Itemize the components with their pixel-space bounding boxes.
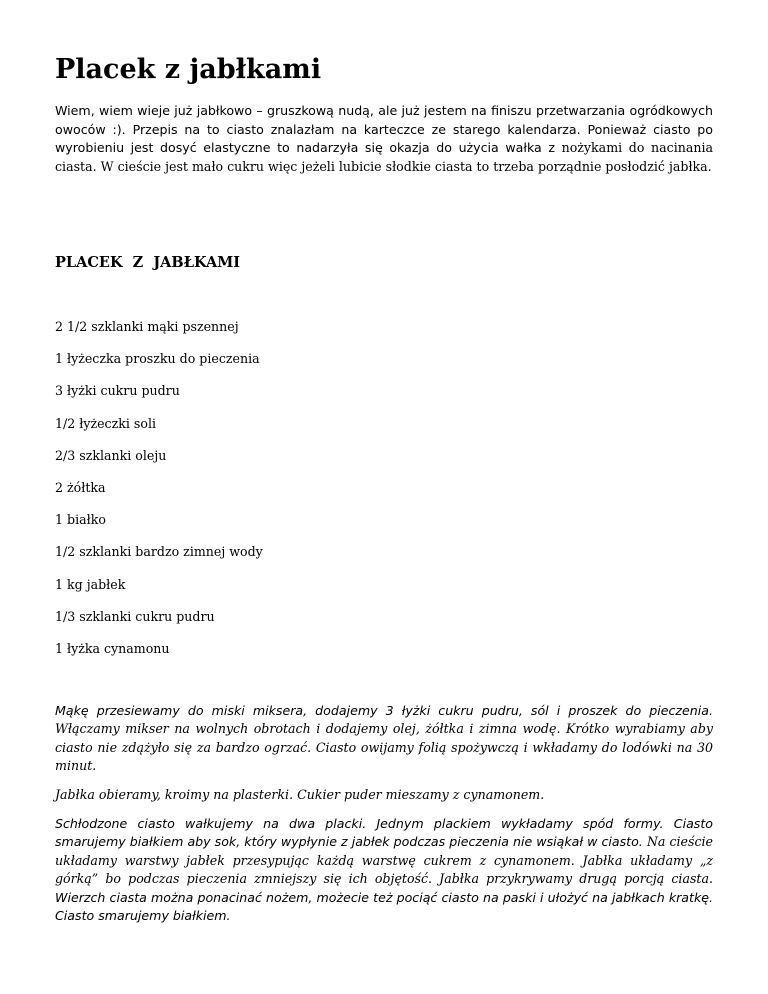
step-3-text-part-2: Na cieście układamy warstwy jabłek przesypując każdą warstwę cukrem z cynamonem. Jabłka układamy „z górką” bo podczas pieczenia zmniejszy się ich objętość. Jabłka przykrywamy drugą porcją ciasta. (55, 834, 713, 887)
instruction-step-3 (55, 815, 713, 925)
page-title: Placek z jabłkami (55, 54, 322, 85)
step-1-text-part-2: Włączamy mikser na wolnych obrotach i dodajemy olej, żółtka i zimna wodę. Krótko wyrabiamy aby ciasto nie zdążyło się za bardzo ogrzać. Ciasto owijamy folią spożywczą i wkładamy do lodówki na 30 minut. (55, 721, 713, 774)
step-1-text-part-1: Mąkę przesiewamy do miski miksera, dodajemy 3 łyżki cukru pudru, sól i proszek do pieczenia. (55, 703, 713, 718)
step-3-text-part-3: Wierzch ciasta można ponacinać nożem, możecie też pociąć ciasto na paski i ułożyć na jabłkach kratkę. Ciasto smarujemy białkiem. (55, 889, 713, 924)
ingredient-item: 1/3 szklanki cukru pudru (55, 608, 215, 624)
ingredient-item: 1 łyżka cynamonu (55, 640, 170, 656)
ingredient-item: 3 łyżki cukru pudru (55, 383, 180, 399)
ingredient-item: 1/2 szklanki bardzo zimnej wody (55, 544, 263, 560)
ingredient-item: 2/3 szklanki oleju (55, 447, 167, 463)
intro-text-part-1: Wiem, wiem wieje już jabłkowo – gruszkową nudą, ale już jestem na finiszu przetwarzania ogródkowych owoców :). Przepis na to ciasto znalazłam na karteczce ze starego kalendarza. Ponieważ ciasto po wyrobieniu jest dosyć elastyczne to nadarzyła się okazja do użycia wałka z (55, 103, 713, 155)
ingredient-item: 1 białko (55, 512, 106, 528)
instruction-step-1 (55, 702, 713, 776)
ingredient-item: 2 1/2 szklanki mąki pszennej (55, 319, 239, 334)
step-3-text-part-1: Schłodzone ciasto wałkujemy na dwa placki. Jednym plackiem wykładamy spód formy. Ciasto smarujemy białkiem aby sok, który wypłynie z jabłek podczas pieczenia nie wsiąkał w ciasto. (55, 816, 713, 850)
ingredient-item: 1 łyżeczka proszku do pieczenia (55, 351, 260, 367)
ingredient-item: 2 żółtka (55, 479, 106, 495)
step-2-text: Jabłka obieramy, kroimy na plasterki. Cukier puder mieszamy z cynamonem. (55, 787, 545, 802)
recipe-heading: PLACEK Z JABŁKAMI (55, 254, 241, 271)
intro-text-part-2: nożykami do nacinania ciasta. W cieście jest mało cukru więc jeżeli lubicie słodkie ciasta to trzeba porządnie posłodzić jabłka. (55, 140, 713, 174)
intro-paragraph (55, 102, 713, 176)
ingredient-item: 1 kg jabłek (55, 576, 126, 592)
ingredient-item: 1/2 łyżeczki soli (55, 415, 157, 431)
instruction-step-2 (55, 786, 713, 804)
ingredient-list (55, 318, 263, 672)
